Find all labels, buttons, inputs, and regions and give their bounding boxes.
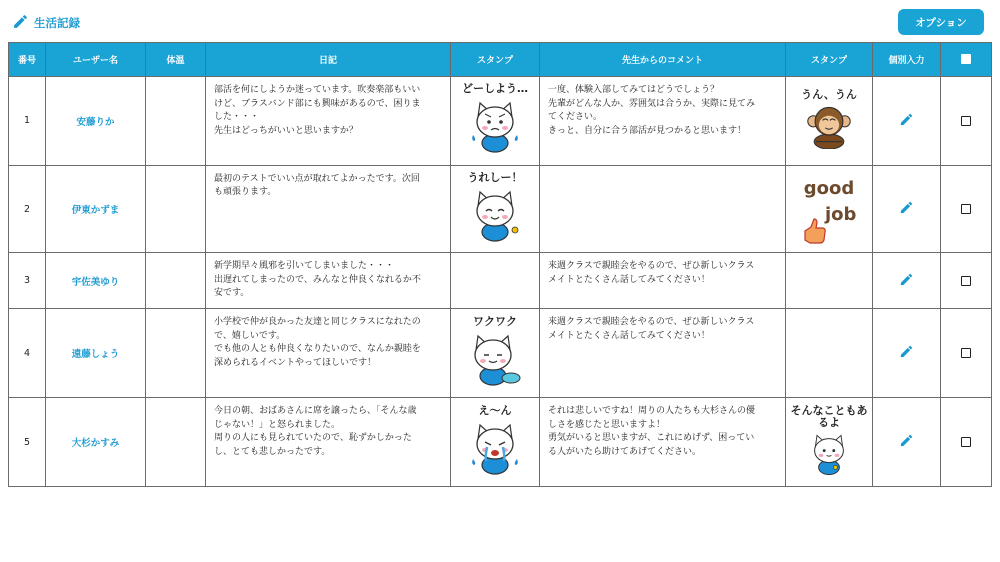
table-row <box>9 253 992 309</box>
row-number: 5 <box>9 398 46 487</box>
student-stamp-cell <box>451 77 540 166</box>
user-name-link[interactable]: 安藤りか <box>46 77 146 166</box>
temperature-cell <box>146 398 206 487</box>
student-stamp-cell <box>451 309 540 398</box>
cat-crying-icon <box>465 417 525 480</box>
column-header-diary[interactable]: 日記 <box>206 43 451 77</box>
monkey-nod-icon <box>801 101 857 152</box>
column-header-teacher-stamp[interactable]: スタンプ <box>786 43 873 77</box>
row-checkbox[interactable] <box>961 116 971 126</box>
records-table <box>8 42 992 487</box>
user-name-link[interactable]: 遠藤しょう <box>46 309 146 398</box>
row-checkbox[interactable] <box>961 348 971 358</box>
row-checkbox-cell <box>941 165 992 253</box>
user-name-link[interactable]: 大杉かすみ <box>46 398 146 487</box>
monkey-nod-stamp <box>801 89 857 152</box>
stamp-caption: え～ん <box>478 403 512 417</box>
column-header-teacher-comment[interactable]: 先生からのコメント <box>540 43 786 77</box>
pencil-icon <box>12 13 29 33</box>
table-row <box>9 77 992 166</box>
row-checkbox[interactable] <box>961 276 971 286</box>
app-title <box>12 13 80 33</box>
column-header-username[interactable]: ユーザー名 <box>46 43 146 77</box>
temperature-cell <box>146 309 206 398</box>
cat-worried-stamp <box>462 83 528 158</box>
individual-input-cell <box>873 398 941 487</box>
option-button[interactable]: オプション <box>898 9 984 35</box>
stamp-caption: どーしよう… <box>462 82 528 96</box>
row-number: 3 <box>9 253 46 309</box>
cat-excited-icon <box>463 328 527 391</box>
student-stamp-cell <box>451 398 540 487</box>
stamp-caption: good <box>803 177 855 199</box>
teacher-comment-text: 来週クラスで親睦会をやるので、ぜひ新しいクラス メイトとたくさん話してみてください！ <box>540 309 786 398</box>
diary-text: 新学期早々風邪を引いてしまいました・・・ 出遅れてしまったので、みんなと仲良くなれるか不 安です。 <box>206 253 451 309</box>
stamp-caption: うん、うん <box>801 88 857 102</box>
teacher-stamp-cell <box>786 165 873 253</box>
row-number: 4 <box>9 309 46 398</box>
teacher-comment-text: それは悲しいですね！周りの人たちも大杉さんの優 しさを感じたと思いますよ！ 勇気がいると思いますが、これにめげず、困ってい る人がいたら助けてあげてください。 <box>540 398 786 487</box>
cat-crying-stamp <box>465 405 525 480</box>
stamp-caption: うれしー！ <box>467 170 523 184</box>
stamp-caption-2: job <box>825 203 857 225</box>
user-name-link[interactable]: 伊東かずま <box>46 165 146 253</box>
row-checkbox[interactable] <box>961 204 971 214</box>
teacher-comment-text <box>540 165 786 253</box>
column-header-individual-input[interactable]: 個別入力 <box>873 43 941 77</box>
temperature-cell <box>146 253 206 309</box>
edit-pencil-icon[interactable] <box>899 208 914 218</box>
stamp-caption: そんなこともあるよ <box>790 403 868 429</box>
edit-pencil-icon[interactable] <box>899 352 914 362</box>
row-number: 2 <box>9 165 46 253</box>
temperature-cell <box>146 77 206 166</box>
top-bar <box>0 0 1000 42</box>
cat-worried-icon <box>465 95 525 158</box>
individual-input-cell <box>873 77 941 166</box>
student-stamp-cell <box>451 165 540 253</box>
page-title: 生活記録 <box>34 16 80 30</box>
teacher-stamp-cell <box>786 398 873 487</box>
teacher-stamp-cell <box>786 253 873 309</box>
user-name-link[interactable]: 宇佐美ゆり <box>46 253 146 309</box>
temperature-cell <box>146 165 206 253</box>
individual-input-cell <box>873 165 941 253</box>
good-job-stamp <box>799 179 859 237</box>
individual-input-cell <box>873 253 941 309</box>
table-row <box>9 309 992 398</box>
column-header-temperature[interactable]: 体温 <box>146 43 206 77</box>
teacher-stamp-cell <box>786 309 873 398</box>
cat-happy-icon <box>465 184 525 247</box>
row-checkbox-cell <box>941 253 992 309</box>
cat-excited-stamp <box>463 316 527 391</box>
select-all-checkbox-cell[interactable] <box>941 43 992 77</box>
table-header-row <box>9 43 992 77</box>
teacher-comment-text: 一度、体験入部してみてはどうでしょう？ 先輩がどんな人か、雰囲気は合うか、実際に見てみ てください。 きっと、自分に合う部活が見つかると思います！ <box>540 77 786 166</box>
diary-text: 最初のテストでいい点が取れてよかったです。次回 も頑張ります。 <box>206 165 451 253</box>
row-number: 1 <box>9 77 46 166</box>
select-all-checkbox[interactable] <box>961 54 971 64</box>
row-checkbox[interactable] <box>961 437 971 447</box>
cat-encourage-stamp <box>786 405 872 480</box>
table-row <box>9 398 992 487</box>
row-checkbox-cell <box>941 398 992 487</box>
edit-pencil-icon[interactable] <box>899 280 914 290</box>
teacher-stamp-cell <box>786 77 873 166</box>
diary-text: 今日の朝、おばあさんに席を譲ったら、「そんな歳 じゃない！」と怒られました。 周りの人にも見られていたので、恥ずかしかった し、とても悲しかったです。 <box>206 398 451 487</box>
table-row <box>9 165 992 253</box>
student-stamp-cell <box>451 253 540 309</box>
edit-pencil-icon[interactable] <box>899 441 914 451</box>
individual-input-cell <box>873 309 941 398</box>
edit-pencil-icon[interactable] <box>899 120 914 130</box>
row-checkbox-cell <box>941 77 992 166</box>
row-checkbox-cell <box>941 309 992 398</box>
stamp-caption: ワクワク <box>473 314 517 328</box>
diary-text: 部活を何にしようか迷っています。吹奏楽部もいい けど、ブラスバンド部にも興味があるので、困りま した・・・ 先生はどっちがいいと思いますか？ <box>206 77 451 166</box>
cat-happy-stamp <box>465 172 525 247</box>
column-header-stamp[interactable]: スタンプ <box>451 43 540 77</box>
column-header-number[interactable]: 番号 <box>9 43 46 77</box>
diary-text: 小学校で仲が良かった友達と同じクラスになれたの で、嬉しいです。 でも他の人とも仲良くなりたいので、なんか親睦を 深められるイベントやってほしいです！ <box>206 309 451 398</box>
cat-encourage-icon <box>801 429 857 480</box>
teacher-comment-text: 来週クラスで親睦会をやるので、ぜひ新しいクラス メイトとたくさん話してみてください！ <box>540 253 786 309</box>
